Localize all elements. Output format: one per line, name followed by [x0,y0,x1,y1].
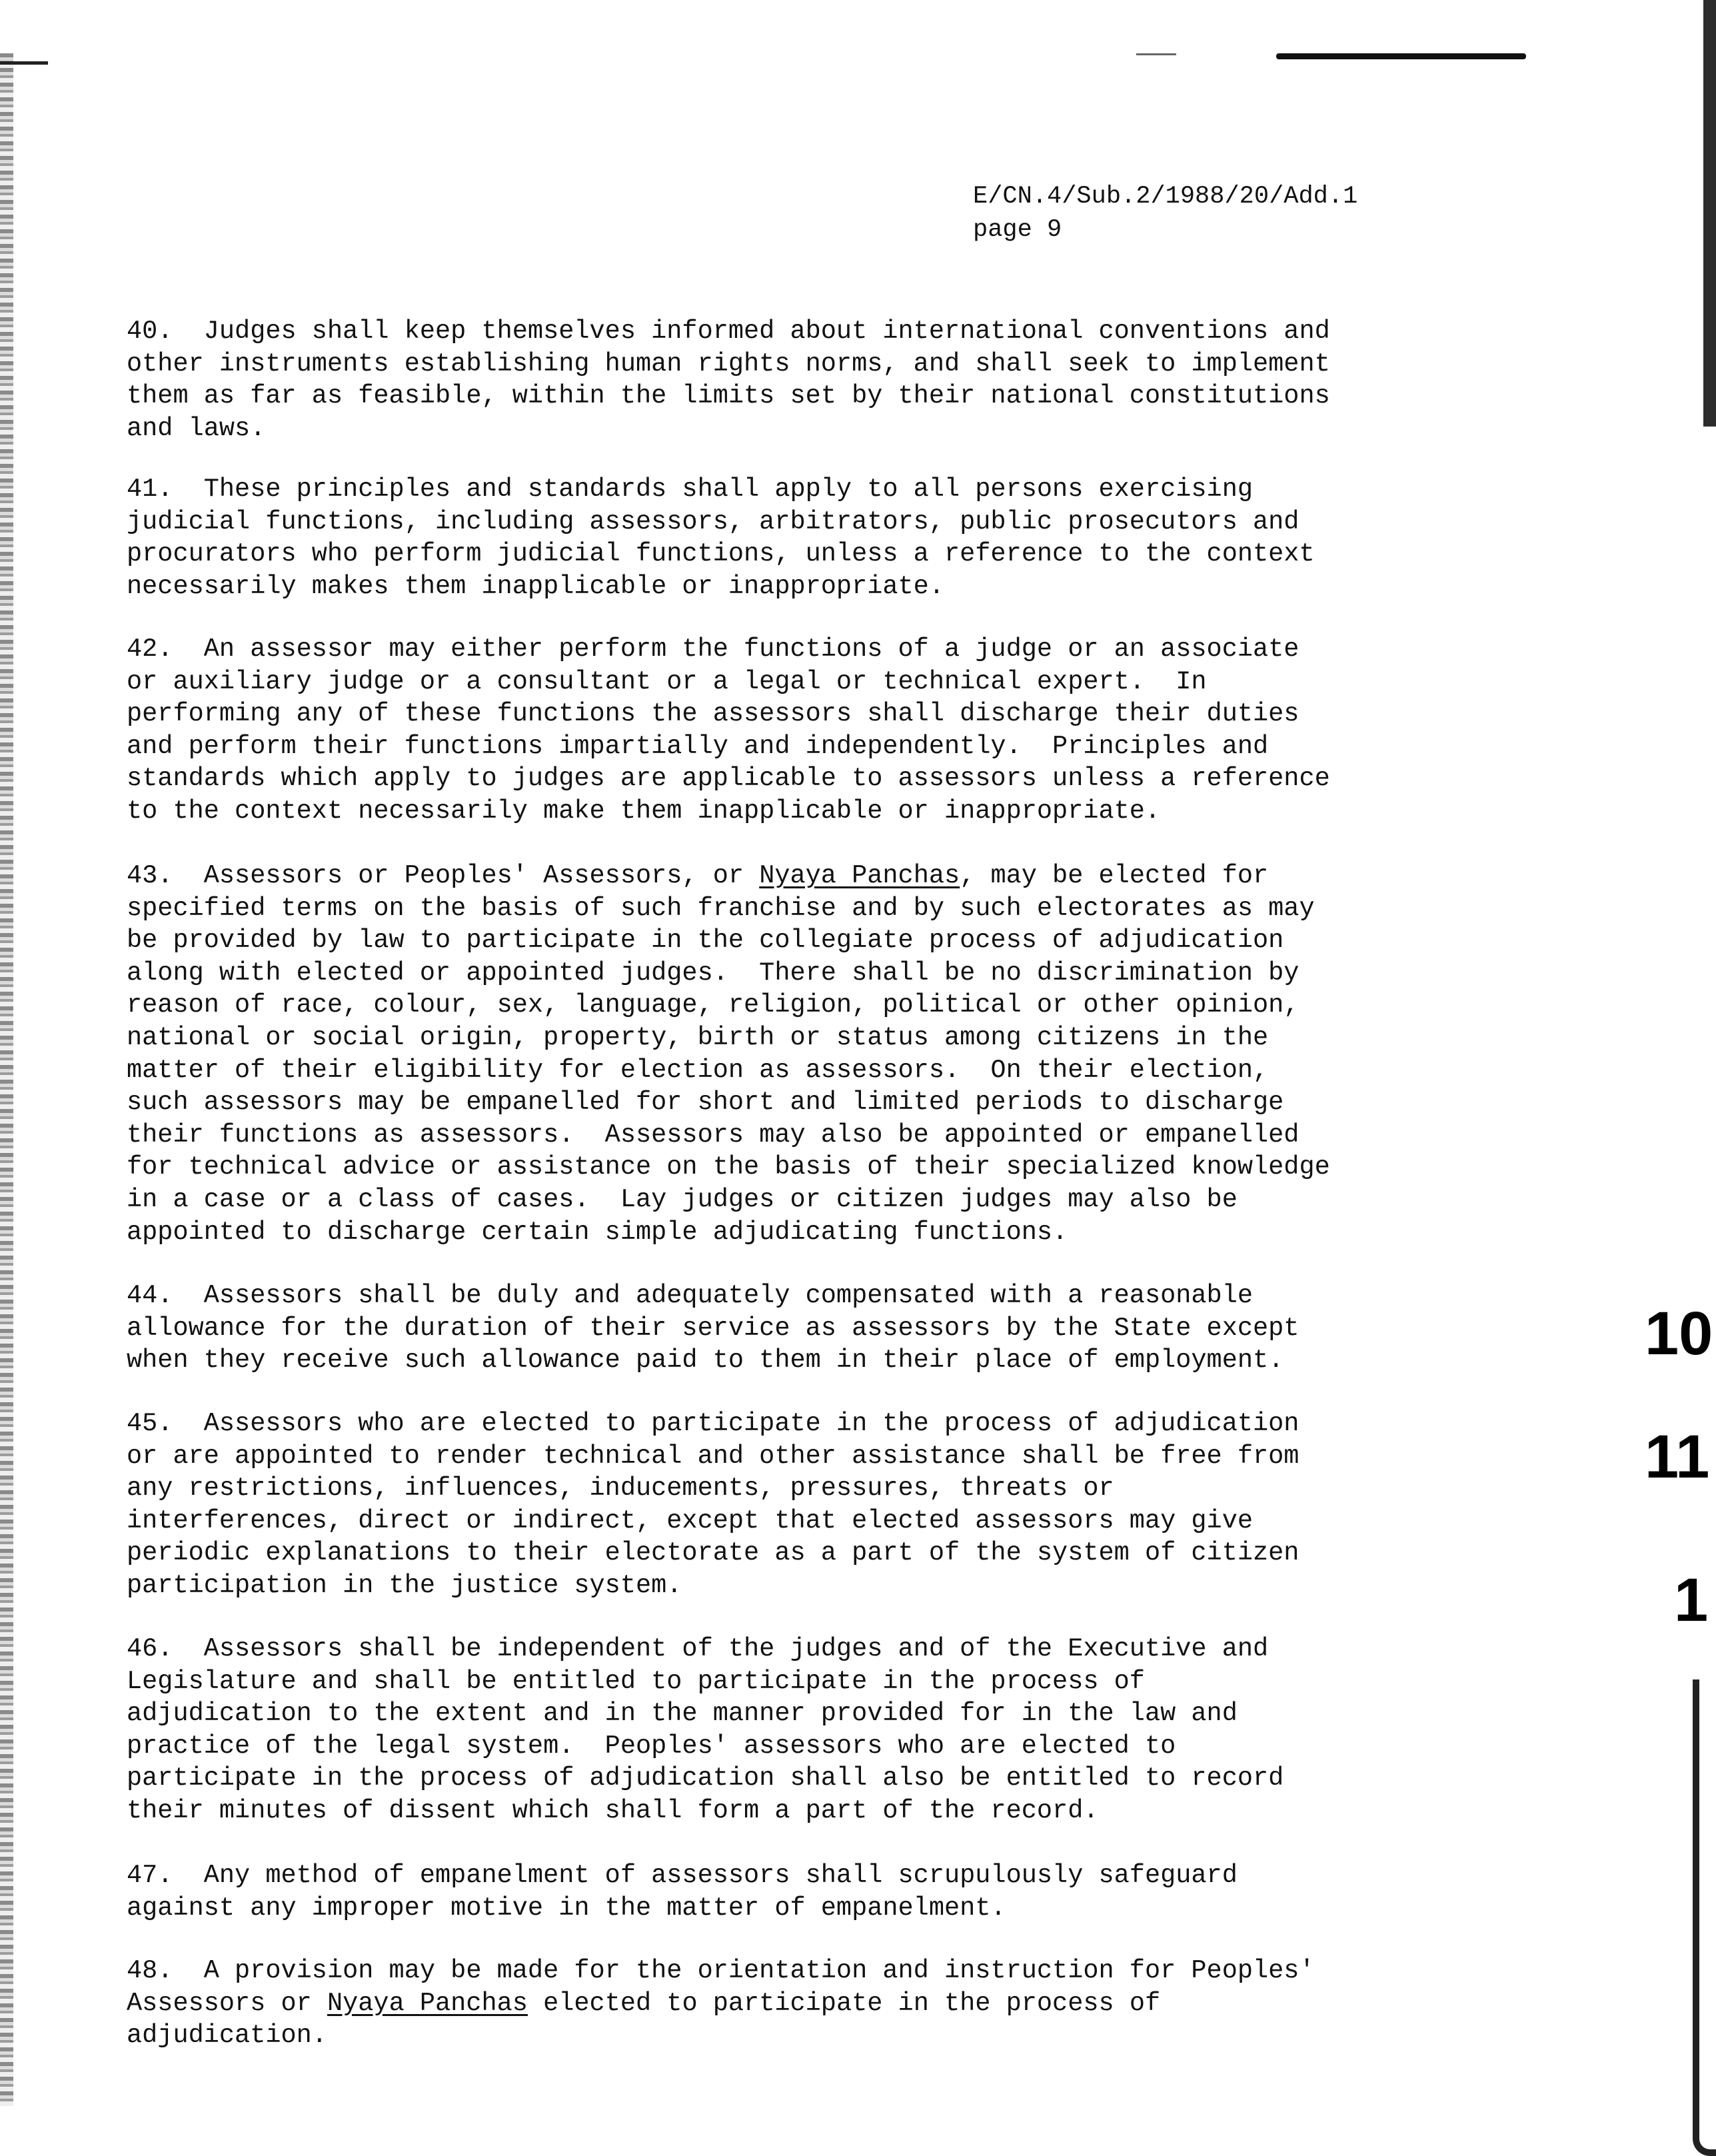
margin-number: 10 [1645,1300,1713,1368]
text-line: Legislature and shall be entitled to participate in the process of [127,1666,1145,1696]
text-line: or are appointed to render technical and other assistance shall be free from [127,1441,1299,1471]
text-line: interferences, direct or indirect, except that elected assessors may give [127,1506,1253,1536]
scan-mark-top-left [0,61,48,65]
text-line: 41. These principles and standards shall apply to all persons exercising [127,475,1253,504]
text-line: 46. Assessors shall be independent of the judges and of the Executive and [127,1634,1269,1663]
paragraph-47 [127,1859,1393,1924]
paragraph-46 [127,1633,1393,1827]
underlined-term: Nyaya Panchas [759,861,960,890]
text-fragment: , may be elected for [960,861,1269,890]
text-line: adjudication. [127,2021,327,2051]
text-line: national or social origin, property, birth or status among citizens in the [127,1022,1269,1052]
margin-number: 1 [1674,1566,1709,1634]
text-line: specified terms on the basis of such franchise and by such electorates as may [127,893,1315,923]
text-line: practice of the legal system. Peoples' assessors who are elected to [127,1731,1176,1761]
scan-edge-bottom-right [1693,1679,1716,2156]
document-header [973,180,1357,247]
text-line: any restrictions, influences, inducements, pressures, threats or [127,1474,1114,1504]
text-line: participate in the process of adjudication shall also be entitled to record [127,1763,1284,1793]
text-line [127,861,1268,890]
text-line: their functions as assessors. Assessors may also be appointed or empanelled [127,1120,1299,1150]
text-line: standards which apply to judges are applicable to assessors unless a reference [127,764,1330,794]
paragraph-41 [127,473,1393,602]
paragraph-43 [127,860,1393,1248]
text-fragment: elected to participate in the process of [527,1988,1161,2018]
text-line: 44. Assessors shall be duly and adequately compensated with a reasonable [127,1281,1253,1310]
text-line: 47. Any method of empanelment of assessors shall scrupulously safeguard [127,1861,1238,1890]
paragraph-48 [127,1955,1393,2052]
text-line: in a case or a class of cases. Lay judges or citizen judges may also be [127,1184,1238,1214]
document-symbol: E/CN.4/Sub.2/1988/20/Add.1 [973,183,1358,211]
text-line: 40. Judges shall keep themselves informed about international conventions and [127,317,1330,346]
text-line: such assessors may be empanelled for short and limited periods to discharge [127,1088,1284,1118]
text-line: adjudication to the extent and in the manner provided for in the law and [127,1699,1238,1729]
scan-edge-left [0,53,13,2106]
text-line: along with elected or appointed judges. There shall be no discrimination by [127,958,1299,988]
text-line: procurators who perform judicial functions, unless a reference to the context [127,539,1315,569]
text-line: periodic explanations to their electorate as a part of the system of citizen [127,1538,1299,1568]
text-line [127,1989,1160,2018]
text-line: to the context necessarily make them inapplicable or inappropriate. [127,796,1161,826]
text-line: appointed to discharge certain simple adjudicating functions. [127,1217,1068,1247]
text-line: other instruments establishing human rights norms, and shall seek to implement [127,349,1330,379]
margin-number: 11 [1645,1423,1710,1491]
page-number: page 9 [973,216,1062,244]
scan-mark-top-dash [1136,53,1176,55]
text-line: and perform their functions impartially and independently. Principles and [127,731,1269,761]
text-fragment: Assessors or [127,1988,327,2018]
underlined-term: Nyaya Panchas [327,1988,528,2018]
text-line: necessarily makes them inapplicable or inappropriate. [127,571,944,601]
text-line: 45. Assessors who are elected to participate in the process of adjudication [127,1409,1299,1438]
text-line: them as far as feasible, within the limits set by their national constitutions [127,381,1330,411]
text-line: 48. A provision may be made for the orientation and instruction for Peoples' [127,1956,1315,1985]
text-line: performing any of these functions the assessors shall discharge their duties [127,699,1299,729]
text-line: judicial functions, including assessors, arbitrators, public prosecutors and [127,507,1299,537]
text-fragment: 43. Assessors or Peoples' Assessors, or [127,861,760,890]
text-line: allowance for the duration of their service as assessors by the State except [127,1313,1299,1343]
paragraph-42 [127,633,1393,828]
paragraph-45 [127,1408,1393,1602]
text-line: when they receive such allowance paid to them in their place of employment. [127,1346,1284,1376]
scan-edge-right [1703,0,1716,427]
text-line: reason of race, colour, sex, language, religion, political or other opinion, [127,990,1299,1020]
scan-mark-top-right [1276,53,1526,59]
paragraph-44 [127,1280,1393,1377]
text-line: against any improper motive in the matter of empanelment. [127,1893,1006,1923]
text-line: their minutes of dissent which shall form a part of the record. [127,1795,1099,1825]
text-line: for technical advice or assistance on the basis of their specialized knowledge [127,1152,1330,1182]
text-line: matter of their eligibility for election as assessors. On their election, [127,1055,1269,1085]
paragraph-40 [127,315,1393,445]
text-line: 42. An assessor may either perform the functions of a judge or an associate [127,634,1299,664]
text-line: and laws. [127,413,266,443]
text-line: or auxiliary judge or a consultant or a legal or technical expert. In [127,666,1207,696]
text-line: be provided by law to participate in the collegiate process of adjudication [127,926,1284,956]
text-line: participation in the justice system. [127,1570,682,1600]
